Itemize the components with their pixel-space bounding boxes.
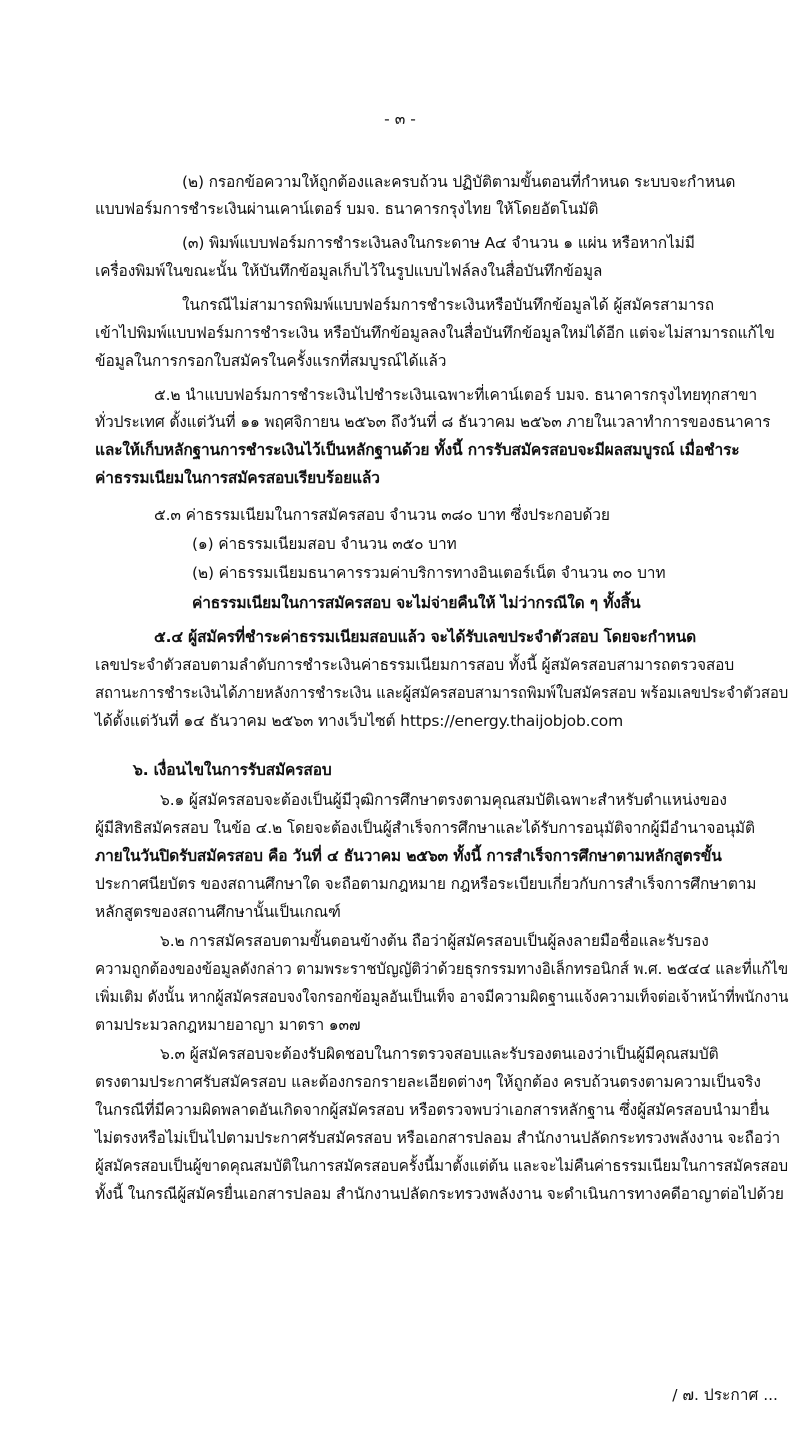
text-line: ๕.๔ ผู้สมัครที่ชำระค่าธรรมเนียมสอบแล้ว จะได้รับเลขประจำตัวสอบ โดยจะกำหนด [154,628,697,646]
text-line: และให้เก็บหลักฐานการชำระเงินไว้เป็นหลักฐานด้วย ทั้งนี้ การรับสมัครสอบจะมีผลสมบูรณ์ เมื่อชำระ [95,441,740,459]
text-line: เลขประจำตัวสอบตามลำดับการชำระเงินค่าธรรมเนียมการสอบ ทั้งนี้ ผู้สมัครสอบสามารถตรวจสอบ [95,656,735,674]
text-line: สถานะการชำระเงินได้ภายหลังการชำระเงิน และผู้สมัครสอบสามารถพิมพ์ใบสมัครสอบ พร้อมเลขประจำตัวสอบ [95,684,789,702]
text-line: เข้าไปพิมพ์แบบฟอร์มการชำระเงิน หรือบันทึกข้อมูลลงในสื่อบันทึกข้อมูลใหม่ได้อีก แต่จะไม่สามารถแก้ไข [95,324,775,342]
page-number: - ๓ - [384,110,416,128]
text-line: ภายในวันปิดรับสมัครสอบ คือ วันที่ ๔ ธันวาคม ๒๕๖๓ ทั้งนี้ การสำเร็จการศึกษาตามหลักสูตรขั้น [95,847,722,865]
text-line: (๒) ค่าธรรมเนียมธนาคารรวมค่าบริการทางอินเตอร์เน็ต จำนวน ๓๐ บาท [192,564,666,582]
text-line: ประกาศนียบัตร ของสถานศึกษาใด จะถือตามกฎหมาย กฎหรือระเบียบเกี่ยวกับการสำเร็จการศึกษาตาม [95,875,757,893]
text-line: แบบฟอร์มการชำระเงินผ่านเคาน์เตอร์ บมจ. ธนาคารกรุงไทย ให้โดยอัตโนมัติ [95,200,599,218]
text-line: (๒) กรอกข้อความให้ถูกต้องและครบถ้วน ปฏิบัติตามขั้นตอนที่กำหนด ระบบจะกำหนด [182,173,736,191]
text-line: ทั่วประเทศ ตั้งแต่วันที่ ๑๑ พฤศจิกายน ๒๕๖๓ ถึงวันที่ ๘ ธันวาคม ๒๕๖๓ ภายในเวลาทำการของธนาคาร [95,413,771,431]
text-line: ไม่ตรงหรือไม่เป็นไปตามประกาศรับสมัครสอบ หรือเอกสารปลอม สำนักงานปลัดกระทรวงพลังงาน จะถือว่า [95,1129,781,1147]
continuation-note: / ๗. ประกาศ ... [672,1386,778,1404]
text-line: ๖.๒ การสมัครสอบตามขั้นตอนข้างต้น ถือว่าผู้สมัครสอบเป็นผู้ลงลายมือชื่อและรับรอง [160,932,709,950]
text-line: ๕.๓ ค่าธรรมเนียมในการสมัครสอบ จำนวน ๓๘๐ บาท ซึ่งประกอบด้วย [154,506,610,524]
text-line: ทั้งนี้ ในกรณีผู้สมัครยื่นเอกสารปลอม สำนักงานปลัดกระทรวงพลังงาน จะดำเนินการทางคดีอาญาต่อไปด้วย [95,1185,784,1203]
text-line: (๑) ค่าธรรมเนียมสอบ จำนวน ๓๕๐ บาท [192,535,457,553]
text-line: ๖.๑ ผู้สมัครสอบจะต้องเป็นผู้มีวุฒิการศึกษาตรงตามคุณสมบัติเฉพาะสำหรับตำแหน่งของ [160,791,727,809]
text-line: ในกรณีไม่สามารถพิมพ์แบบฟอร์มการชำระเงินหรือบันทึกข้อมูลได้ ผู้สมัครสามารถ [182,296,714,314]
text-line: ในกรณีที่มีความผิดพลาดอันเกิดจากผู้สมัครสอบ หรือตรวจพบว่าเอกสารหลักฐาน ซึ่งผู้สมัครสอบนำมายื่น [95,1101,770,1119]
text-line: (๓) พิมพ์แบบฟอร์มการชำระเงินลงในกระดาษ A๔ จำนวน ๑ แผ่น หรือหากไม่มี [182,234,695,252]
text-line: ค่าธรรมเนียมในการสมัครสอบ จะไม่จ่ายคืนให้ ไม่ว่ากรณีใด ๆ ทั้งสิ้น [192,594,641,612]
text-line: ๖.๓ ผู้สมัครสอบจะต้องรับผิดชอบในการตรวจสอบและรับรองตนเองว่าเป็นผู้มีคุณสมบัติ [160,1045,719,1063]
text-line: ผู้มีสิทธิสมัครสอบ ในข้อ ๔.๒ โดยจะต้องเป็นผู้สำเร็จการศึกษาและได้รับการอนุมัติจากผู้มีอำนาจอนุมัติ [95,819,755,837]
text-line: ผู้สมัครสอบเป็นผู้ขาดคุณสมบัติในการสมัครสอบครั้งนี้มาตั้งแต่ต้น และจะไม่คืนค่าธรรมเนียมในการสมัครสอบ [95,1157,789,1175]
text-line: ตามประมวลกฎหมายอาญา มาตรา ๑๓๗ [95,1016,361,1034]
text-line: ตรงตามประกาศรับสมัครสอบ และต้องกรอกรายละเอียดต่างๆ ให้ถูกต้อง ครบถ้วนตรงตามความเป็นจริง [95,1073,761,1091]
text-line: ค่าธรรมเนียมในการสมัครสอบเรียบร้อยแล้ว [95,469,380,487]
text-line: ๖. เงื่อนไขในการรับสมัครสอบ [133,761,332,779]
text-line: หลักสูตรของสถานศึกษานั้นเป็นเกณฑ์ [95,903,341,921]
text-line: เครื่องพิมพ์ในขณะนั้น ให้บันทึกข้อมูลเก็บไว้ในรูปแบบไฟล์ลงในสื่อบันทึกข้อมูล [95,262,603,280]
text-line: ได้ตั้งแต่วันที่ ๑๔ ธันวาคม ๒๕๖๓ ทางเว็บไซต์ https://energy.thaijobjob.com [95,712,624,730]
text-line: ข้อมูลในการกรอกใบสมัครในครั้งแรกที่สมบูรณ์ได้แล้ว [95,352,447,370]
text-line: ๕.๒ นำแบบฟอร์มการชำระเงินไปชำระเงินเฉพาะที่เคาน์เตอร์ บมจ. ธนาคารกรุงไทยทุกสาขา [154,386,758,404]
text-line: เพิ่มเติม ดังนั้น หากผู้สมัครสอบจงใจกรอกข้อมูลอันเป็นเท็จ อาจมีความผิดฐานแจ้งความเท็จต่อเจ้าหน้าที่พนักงาน [95,988,789,1006]
text-line: ความถูกต้องของข้อมูลดังกล่าว ตามพระราชบัญญัติว่าด้วยธุรกรรมทางอิเล็กทรอนิกส์ พ.ศ. ๒๕๔๔ และที่แก้ไข [95,960,789,978]
